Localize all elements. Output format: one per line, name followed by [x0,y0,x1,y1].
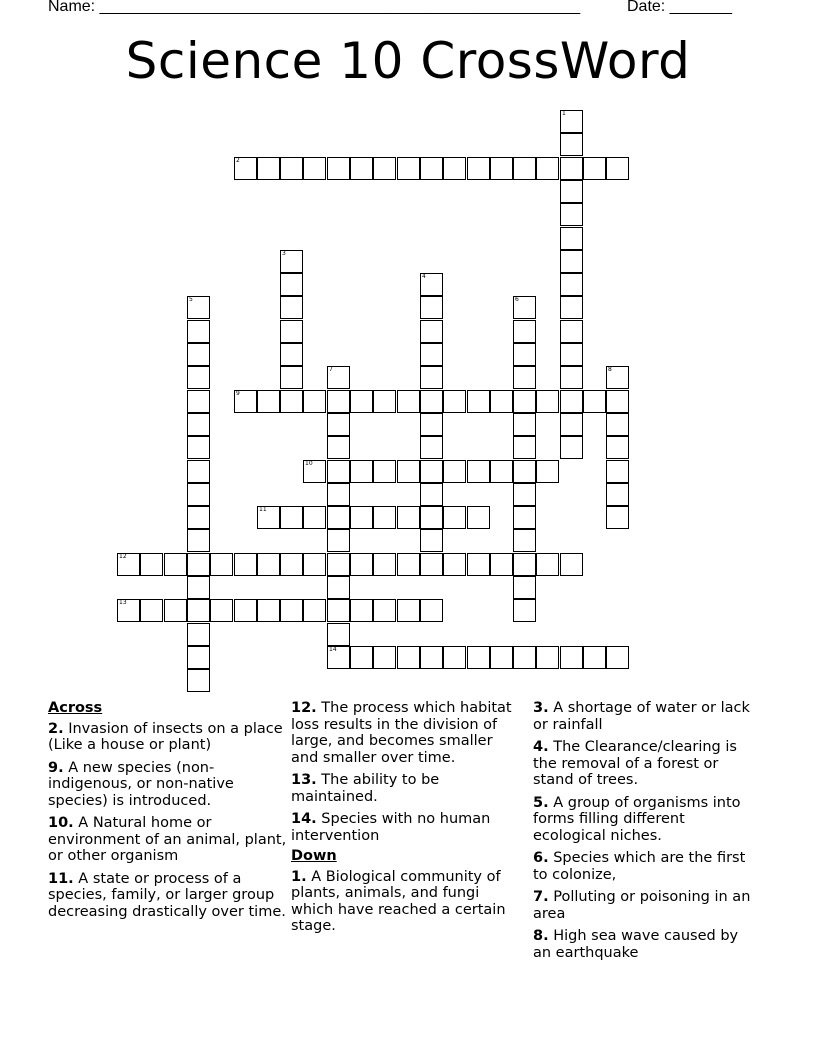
grid-cell[interactable] [467,390,490,413]
grid-cell[interactable] [187,576,210,599]
grid-cell[interactable] [373,553,396,576]
grid-cell[interactable] [397,390,420,413]
grid-cell[interactable] [443,646,466,669]
grid-cell[interactable] [606,483,629,506]
grid-cell[interactable] [606,413,629,436]
grid-cell[interactable] [280,250,303,273]
grid-cell[interactable] [560,646,583,669]
grid-cell[interactable] [327,599,350,622]
grid-cell[interactable] [583,390,606,413]
grid-cell[interactable] [350,460,373,483]
grid-cell[interactable] [606,646,629,669]
name-line[interactable]: ______________________________________________________ [99,0,581,15]
grid-cell[interactable] [280,599,303,622]
clue-across-14: 14. Species with no human intervention [291,811,491,844]
clues-column-3 [533,700,758,967]
grid-cell[interactable] [513,646,536,669]
grid-cell[interactable] [303,599,326,622]
grid-cell[interactable] [490,390,513,413]
grid-cell[interactable] [350,157,373,180]
clue-number: 9 [236,390,240,397]
grid-cell[interactable] [513,343,536,366]
date-line[interactable]: _______ [669,0,732,15]
grid-cell[interactable] [280,390,303,413]
grid-cell[interactable] [420,366,443,389]
grid-cell[interactable] [490,553,513,576]
clue-number: 3 [282,250,286,257]
grid-cell[interactable] [234,390,257,413]
grid-cell[interactable] [373,157,396,180]
clue-number: 12 [119,553,127,560]
grid-cell[interactable] [210,599,233,622]
grid-cell[interactable] [187,320,210,343]
grid-cell[interactable] [420,506,443,529]
grid-cell[interactable] [117,553,140,576]
grid-cell[interactable] [187,669,210,692]
grid-cell[interactable] [560,366,583,389]
clue-down-1: 1. A Biological community of plants, animals, and fungi which have reached a certain stage. [291,868,506,934]
grid-cell[interactable] [560,436,583,459]
grid-cell[interactable] [513,390,536,413]
clues-column-1 [48,700,288,926]
grid-cell[interactable] [606,460,629,483]
grid-cell[interactable] [513,506,536,529]
grid-cell[interactable] [187,413,210,436]
grid-cell[interactable] [536,157,559,180]
grid-cell[interactable] [606,366,629,389]
grid-cell[interactable] [606,436,629,459]
grid-cell[interactable] [327,483,350,506]
grid-cell[interactable] [560,180,583,203]
grid-cell[interactable] [467,506,490,529]
grid-cell[interactable] [420,460,443,483]
grid-cell[interactable] [350,646,373,669]
grid-cell[interactable] [303,390,326,413]
grid-cell[interactable] [187,436,210,459]
grid-cell[interactable] [303,506,326,529]
clue-across-12: 12. The process which habitat loss results in the division of large, and becomes smaller and smaller over time. [291,700,512,766]
grid-cell[interactable] [280,343,303,366]
grid-cell[interactable] [513,320,536,343]
grid-cell[interactable] [420,157,443,180]
grid-cell[interactable] [187,529,210,552]
grid-cell[interactable] [420,390,443,413]
grid-cell[interactable] [536,646,559,669]
grid-cell[interactable] [420,413,443,436]
grid-cell[interactable] [420,483,443,506]
name-label: Name: ______________________________________________________ [48,0,581,15]
grid-cell[interactable] [280,273,303,296]
grid-cell[interactable] [420,553,443,576]
grid-cell[interactable] [373,460,396,483]
grid-cell[interactable] [467,157,490,180]
clue-number: 6 [515,296,519,303]
grid-cell[interactable] [187,483,210,506]
grid-cell[interactable] [140,599,163,622]
grid-cell[interactable] [490,460,513,483]
grid-cell[interactable] [583,157,606,180]
grid-cell[interactable] [187,390,210,413]
grid-cell[interactable] [397,506,420,529]
grid-cell[interactable] [513,413,536,436]
grid-cell[interactable] [513,460,536,483]
grid-cell[interactable] [350,390,373,413]
grid-cell[interactable] [397,646,420,669]
grid-cell[interactable] [513,483,536,506]
grid-cell[interactable] [140,553,163,576]
clue-number: 10 [305,460,313,467]
clue-across-13: 13. The ability to be maintained. [291,772,440,805]
date-label: Date: _______ [627,0,732,15]
grid-cell[interactable] [234,157,257,180]
grid-cell[interactable] [257,553,280,576]
grid-cell[interactable] [560,320,583,343]
grid-cell[interactable] [467,553,490,576]
grid-cell[interactable] [187,296,210,319]
grid-cell[interactable] [327,623,350,646]
grid-cell[interactable] [467,646,490,669]
grid-cell[interactable] [280,320,303,343]
grid-cell[interactable] [164,599,187,622]
grid-cell[interactable] [536,553,559,576]
grid-cell[interactable] [420,343,443,366]
across-heading: Across [48,700,103,716]
grid-cell[interactable] [536,390,559,413]
clues-column-2 [291,700,523,941]
grid-cell[interactable] [327,157,350,180]
grid-cell[interactable] [350,599,373,622]
grid-cell[interactable] [303,157,326,180]
grid-cell[interactable] [187,599,210,622]
grid-cell[interactable] [327,646,350,669]
page-title: Science 10 CrossWord [125,32,691,90]
clue-down-8: 8. High sea wave caused by an earthquake [533,928,739,961]
grid-cell[interactable] [443,553,466,576]
grid-cell[interactable] [560,227,583,250]
grid-cell[interactable] [513,366,536,389]
grid-cell[interactable] [560,296,583,319]
grid-cell[interactable] [350,506,373,529]
grid-cell[interactable] [327,366,350,389]
grid-cell[interactable] [257,390,280,413]
clue-across-10: 10. A Natural home or environment of an animal, plant, or other organism [48,815,287,864]
grid-cell[interactable] [373,599,396,622]
clue-number: 1 [562,110,566,117]
grid-cell[interactable] [397,157,420,180]
grid-cell[interactable] [443,157,466,180]
grid-cell[interactable] [560,553,583,576]
grid-cell[interactable] [117,599,140,622]
grid-cell[interactable] [187,460,210,483]
grid-cell[interactable] [327,413,350,436]
grid-cell[interactable] [187,553,210,576]
grid-cell[interactable] [420,646,443,669]
grid-cell[interactable] [373,646,396,669]
grid-cell[interactable] [327,460,350,483]
grid-cell[interactable] [513,296,536,319]
grid-cell[interactable] [420,599,443,622]
grid-cell[interactable] [234,553,257,576]
grid-cell[interactable] [513,157,536,180]
clue-number: 7 [329,366,333,373]
grid-cell[interactable] [560,250,583,273]
grid-cell[interactable] [257,599,280,622]
grid-cell[interactable] [187,623,210,646]
grid-cell[interactable] [164,553,187,576]
clue-down-3: 3. A shortage of water or lack or rainfall [533,700,750,733]
grid-cell[interactable] [513,576,536,599]
grid-cell[interactable] [280,296,303,319]
grid-cell[interactable] [373,506,396,529]
grid-cell[interactable] [257,157,280,180]
grid-cell[interactable] [234,599,257,622]
grid-cell[interactable] [187,366,210,389]
grid-cell[interactable] [536,460,559,483]
grid-cell[interactable] [560,343,583,366]
clue-down-6: 6. Species which are the first to colonize, [533,850,746,883]
grid-cell[interactable] [327,390,350,413]
grid-cell[interactable] [467,460,490,483]
clue-down-4: 4. The Clearance/clearing is the removal of a forest or stand of trees. [533,739,737,788]
clue-down-7: 7. Polluting or poisoning in an area [533,889,751,922]
grid-cell[interactable] [560,413,583,436]
grid-cell[interactable] [303,460,326,483]
grid-cell[interactable] [420,296,443,319]
grid-cell[interactable] [187,343,210,366]
grid-cell[interactable] [560,273,583,296]
clue-across-9: 9. A new species (non-indigenous, or non-native species) is introduced. [48,759,234,809]
grid-cell[interactable] [420,273,443,296]
grid-cell[interactable] [606,157,629,180]
grid-cell[interactable] [443,460,466,483]
clue-number: 8 [608,366,612,373]
grid-cell[interactable] [373,390,396,413]
grid-cell[interactable] [327,553,350,576]
grid-cell[interactable] [513,529,536,552]
grid-cell[interactable] [420,320,443,343]
grid-cell[interactable] [327,436,350,459]
clue-number: 14 [329,646,337,653]
down-heading: Down [291,848,337,864]
clue-number: 4 [422,273,426,280]
clue-down-5: 5. A group of organisms into forms filling different ecological niches. [533,794,741,844]
grid-cell[interactable] [303,553,326,576]
grid-cell[interactable] [187,646,210,669]
grid-cell[interactable] [210,553,233,576]
clue-across-2: 2. Invasion of insects on a place (Like a house or plant) [48,720,283,753]
clue-across-11: 11. A state or process of a species, family, or larger group decreasing drastically over time. [48,870,286,920]
grid-cell[interactable] [513,436,536,459]
grid-cell[interactable] [443,390,466,413]
grid-cell[interactable] [560,133,583,156]
grid-cell[interactable] [560,157,583,180]
grid-cell[interactable] [280,553,303,576]
grid-cell[interactable] [443,506,466,529]
grid-cell[interactable] [327,506,350,529]
grid-cell[interactable] [606,390,629,413]
grid-cell[interactable] [327,576,350,599]
grid-cell[interactable] [606,506,629,529]
grid-cell[interactable] [560,390,583,413]
grid-cell[interactable] [350,553,373,576]
grid-cell[interactable] [327,529,350,552]
clue-number: 11 [259,506,267,513]
clue-number: 5 [189,296,193,303]
clue-number: 13 [119,599,127,606]
grid-cell[interactable] [257,506,280,529]
grid-cell[interactable] [560,110,583,133]
clue-number: 2 [236,157,240,164]
grid-cell[interactable] [397,553,420,576]
grid-cell[interactable] [420,529,443,552]
grid-cell[interactable] [397,460,420,483]
grid-cell[interactable] [513,599,536,622]
grid-cell[interactable] [560,203,583,226]
grid-cell[interactable] [280,366,303,389]
grid-cell[interactable] [187,506,210,529]
grid-cell[interactable] [397,599,420,622]
grid-cell[interactable] [420,436,443,459]
grid-cell[interactable] [490,646,513,669]
grid-cell[interactable] [513,553,536,576]
grid-cell[interactable] [490,157,513,180]
grid-cell[interactable] [583,646,606,669]
grid-cell[interactable] [280,506,303,529]
grid-cell[interactable] [280,157,303,180]
